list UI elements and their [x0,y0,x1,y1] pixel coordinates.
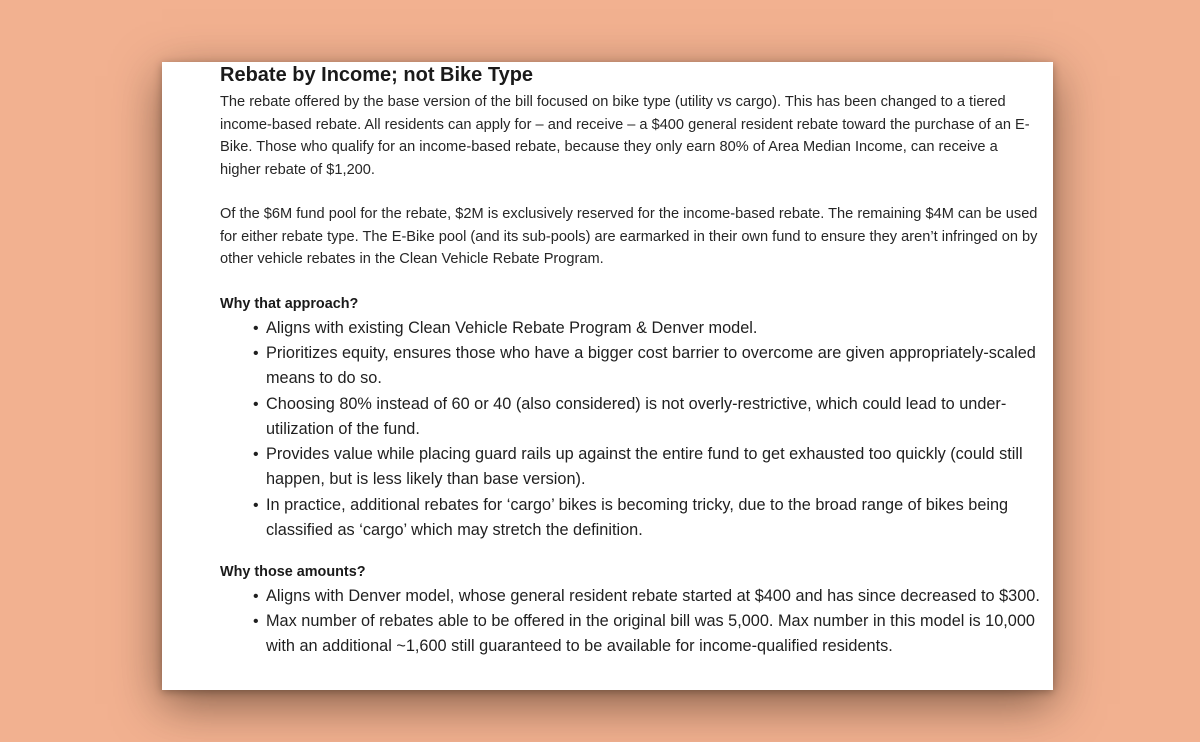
list-item-text: Aligns with Denver model, whose general resident rebate started at $400 and has since decreased to $300. [266,586,1040,605]
paragraph-fund-pool: Of the $6M fund pool for the rebate, $2M is exclusively reserved for the income-based rebate. The remaining $4M can be used for either rebate type. The E-Bike pool (and its sub-pools) are earmarked in their own fund to ensure they aren’t infringed on by other vehicle rebates in the Clean Vehicle Rebate Program. [220,206,1038,267]
bullet-marker: • [253,496,259,514]
bullet-marker: • [253,319,259,337]
bullet-marker: • [253,446,259,464]
section-heading: Rebate by Income; not Bike Type [220,64,534,86]
bullet-list-amounts [220,584,1040,660]
list-item [253,442,1040,492]
bullet-marker: • [253,613,259,631]
list-item [253,316,1040,341]
bullet-list-approach [220,316,1040,543]
subheading-why-amounts: Why those amounts? [220,563,366,580]
bullet-marker: • [253,345,259,363]
document-card [162,62,1053,690]
list-item [253,341,1040,391]
list-item [253,493,1040,543]
list-item-text: Aligns with existing Clean Vehicle Rebate Program & Denver model. [266,318,758,337]
bullet-marker: • [253,395,259,413]
bullet-marker: • [253,587,259,605]
list-item [253,392,1040,442]
list-item-text: In practice, additional rebates for ‘cargo’ bikes is becoming tricky, due to the broad range of bikes being classified as ‘cargo’ which may stretch the definition. [266,495,1009,539]
list-item-text: Choosing 80% instead of 60 or 40 (also considered) is not overly-restrictive, which could lead to under-utilization of the fund. [266,394,1007,438]
subheading-why-approach: Why that approach? [220,295,359,312]
list-item [253,584,1040,609]
list-item-text: Provides value while placing guard rails up against the entire fund to get exhausted too quickly (could still happen, but is less likely than base version). [266,445,1023,489]
list-item-text: Prioritizes equity, ensures those who have a bigger cost barrier to overcome are given appropriately-scaled means to do so. [266,344,1036,388]
document-content [220,62,1040,659]
list-item-text: Max number of rebates able to be offered in the original bill was 5,000. Max number in this model is 10,000 with an additional ~1,600 still guaranteed to be available for income-qualified residents. [266,612,1035,656]
list-item [253,609,1040,659]
paragraph-rebate-overview: The rebate offered by the base version of the bill focused on bike type (utility vs cargo). This has been changed to a tiered income-based rebate. All residents can apply for – and receive – a $400 general resident rebate toward the purchase of an E-Bike. Those who qualify for an income-based rebate, because they only earn 80% of Area Median Income, can receive a higher rebate of $1,200. [220,94,1030,178]
